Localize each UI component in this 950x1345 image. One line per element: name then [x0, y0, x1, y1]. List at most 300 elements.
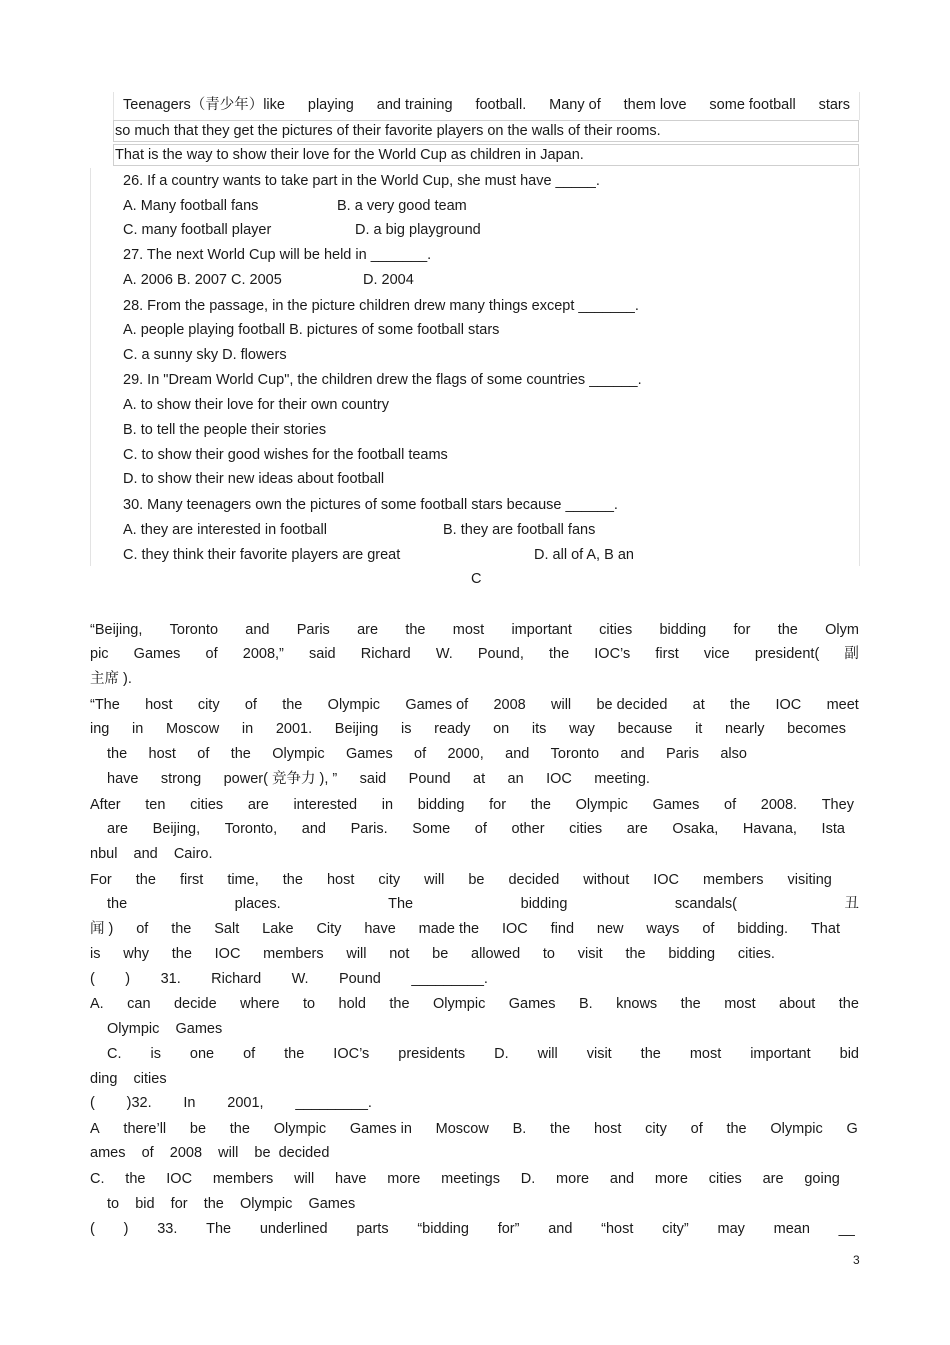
word: Some — [412, 821, 451, 837]
word: Olym — [825, 622, 859, 638]
word: Richard — [211, 971, 262, 987]
passage-b-line: nbul and Cairo. — [90, 846, 213, 862]
question-27: 27. The next World Cup will be held in _______. — [123, 247, 432, 263]
passage-b-line — [90, 696, 859, 714]
word: mean — [773, 1221, 810, 1237]
word: In — [183, 1095, 196, 1111]
word: it — [695, 721, 703, 737]
word: city” — [662, 1221, 689, 1237]
word: cities — [708, 1171, 742, 1187]
option-31-cd — [107, 1045, 859, 1063]
word: city — [197, 697, 220, 713]
word: C. — [107, 1046, 122, 1062]
word: Pound, — [477, 646, 524, 662]
word: without — [583, 872, 630, 888]
word: there’ll — [123, 1121, 167, 1137]
word: ing — [90, 721, 110, 737]
word: more — [387, 1171, 421, 1187]
word: B. — [578, 996, 593, 1012]
word: the — [282, 697, 303, 713]
word: decide — [173, 996, 217, 1012]
word: bidding — [417, 797, 465, 813]
word: “The — [90, 697, 120, 713]
word: said — [309, 646, 336, 662]
word: going — [804, 1171, 840, 1187]
word: C. — [90, 1171, 105, 1187]
word: football. — [475, 97, 527, 113]
word: A. — [90, 996, 104, 1012]
word: A — [90, 1121, 100, 1137]
word: B. — [512, 1121, 527, 1137]
word: will — [424, 872, 445, 888]
word: meetings — [441, 1171, 500, 1187]
option-29-b: B. to tell the people their stories — [123, 422, 327, 438]
word: “host — [601, 1221, 634, 1237]
word: vice — [703, 646, 730, 662]
passage-b-line — [107, 820, 845, 838]
passage-b-line: 主席 ). — [90, 671, 132, 687]
word: IOC — [775, 697, 802, 713]
word: host — [145, 697, 173, 713]
word: the — [125, 1171, 146, 1187]
word: City — [316, 921, 342, 937]
word: ) — [125, 971, 131, 987]
passage-b-line — [90, 796, 854, 814]
option-30-d: D. all of A, B an — [534, 547, 634, 563]
question-33 — [90, 1220, 855, 1238]
word: Olympic — [327, 697, 381, 713]
word: Moscow — [166, 721, 220, 737]
word: most — [452, 622, 485, 638]
word: and — [620, 746, 645, 762]
word: and — [245, 622, 270, 638]
option-30-d-cont: C — [471, 571, 482, 587]
passage-b-line — [90, 945, 775, 963]
word: be — [432, 946, 449, 962]
word: and — [505, 746, 530, 762]
word: 2000, — [447, 746, 484, 762]
word: stars — [818, 97, 850, 113]
word: power( 竞争力 ), ” — [223, 771, 338, 787]
word: Many of — [549, 97, 601, 113]
passage-line-3: That is the way to show their love for the World Cup as children in Japan. — [115, 147, 584, 163]
passage-line-2: so much that they get the pictures of their favorite players on the walls of their rooms. — [115, 123, 661, 139]
word: of — [197, 746, 210, 762]
option-29-a: A. to show their love for their own country — [123, 397, 389, 413]
option-30-b: B. they are football fans — [443, 522, 596, 538]
word: have — [364, 921, 396, 937]
word: decided — [508, 872, 560, 888]
word: places. — [234, 896, 281, 912]
word: Games — [652, 797, 700, 813]
word: 31. — [160, 971, 181, 987]
word: _________. — [295, 1095, 372, 1111]
option-31-ab-cont: Olympic Games — [107, 1021, 223, 1037]
word: for — [489, 797, 507, 813]
word: be — [468, 872, 485, 888]
word: for” — [497, 1221, 520, 1237]
word: of — [136, 921, 149, 937]
word: be — [189, 1121, 207, 1137]
word: ten — [145, 797, 166, 813]
word: knows — [616, 996, 658, 1012]
word: will — [346, 946, 367, 962]
word: bid — [839, 1046, 859, 1062]
word: Richard — [360, 646, 411, 662]
word: __ — [838, 1221, 855, 1237]
word: are — [626, 821, 648, 837]
word: the — [389, 996, 410, 1012]
word: bidding — [520, 896, 568, 912]
question-32 — [90, 1094, 372, 1112]
word: meet — [826, 697, 859, 713]
word: the — [405, 622, 426, 638]
word: scandals( — [674, 896, 737, 912]
word: are — [357, 622, 379, 638]
word: important — [750, 1046, 811, 1062]
word: cities — [569, 821, 603, 837]
table-border — [859, 168, 860, 566]
word: about — [779, 996, 816, 1012]
word: at — [692, 697, 705, 713]
word: Beijing — [334, 721, 379, 737]
word: and training — [376, 97, 453, 113]
passage-b-line — [90, 720, 846, 738]
word: the — [548, 646, 570, 662]
word: Toronto — [550, 746, 600, 762]
word: in — [381, 797, 394, 813]
word: Lake — [262, 921, 294, 937]
option-32-ab — [90, 1120, 858, 1138]
word: D. — [494, 1046, 509, 1062]
word: becomes — [787, 721, 846, 737]
option-27-d: D. 2004 — [363, 272, 414, 288]
word: Olympic — [770, 1121, 823, 1137]
word: of — [702, 921, 715, 937]
word: of — [244, 697, 257, 713]
word: Paris — [665, 746, 699, 762]
word: not — [389, 946, 410, 962]
word: They — [821, 797, 854, 813]
question-28: 28. From the passage, in the picture children drew many things except _______. — [123, 298, 639, 314]
word: the — [282, 872, 303, 888]
word: have — [107, 771, 139, 787]
word: the — [284, 1046, 305, 1062]
question-29: 29. In "Dream World Cup", the children drew the flags of some countries ______. — [123, 372, 642, 388]
word: more — [556, 1171, 590, 1187]
word: W. — [291, 971, 309, 987]
word: why — [123, 946, 150, 962]
word: the — [726, 1121, 747, 1137]
word: Games — [133, 646, 181, 662]
word: After — [90, 797, 121, 813]
word: time, — [227, 872, 259, 888]
word: and — [609, 1171, 635, 1187]
word: 2008,” — [242, 646, 284, 662]
word: the — [550, 1121, 571, 1137]
word: “bidding — [417, 1221, 469, 1237]
word: ) — [123, 1221, 129, 1237]
word: is — [401, 721, 412, 737]
word: cities. — [737, 946, 775, 962]
word: the — [230, 746, 251, 762]
question-30: 30. Many teenagers own the pictures of some football stars because ______. — [123, 497, 618, 513]
option-26-c: C. many football player — [123, 222, 272, 238]
word: to — [542, 946, 555, 962]
option-31-ab — [90, 995, 859, 1013]
word: more — [654, 1171, 688, 1187]
option-26-b: B. a very good team — [337, 198, 467, 214]
word: meeting. — [594, 771, 650, 787]
question-31 — [90, 970, 488, 988]
word: playing — [307, 97, 354, 113]
word: way — [569, 721, 595, 737]
word: 2001. — [275, 721, 313, 737]
word: the — [107, 746, 128, 762]
word: of — [690, 1121, 703, 1137]
word: 2001, — [227, 1095, 264, 1111]
word: of — [724, 797, 737, 813]
word: visit — [577, 946, 603, 962]
word: cities — [599, 622, 633, 638]
word: The — [206, 1221, 232, 1237]
option-27-abc: A. 2006 B. 2007 C. 2005 — [123, 272, 282, 288]
passage-b-line — [90, 920, 840, 938]
word: of — [205, 646, 218, 662]
word: other — [511, 821, 545, 837]
word: IOC’s — [333, 1046, 370, 1062]
word: ( — [90, 1221, 95, 1237]
word: visit — [586, 1046, 612, 1062]
word: of — [243, 1046, 256, 1062]
word: Olympic — [273, 1121, 327, 1137]
word: )32. — [126, 1095, 152, 1111]
word: on — [493, 721, 510, 737]
word: its — [531, 721, 547, 737]
word: Osaka, — [672, 821, 719, 837]
option-26-d: D. a big playground — [355, 222, 481, 238]
word: 副 — [844, 646, 859, 662]
word: presidents — [398, 1046, 466, 1062]
word: ( — [90, 971, 95, 987]
word: the — [838, 996, 859, 1012]
word: Pound — [338, 971, 381, 987]
word: where — [240, 996, 280, 1012]
word: have — [335, 1171, 367, 1187]
word: Paris — [296, 622, 330, 638]
word: made the — [418, 921, 480, 937]
word: Havana, — [742, 821, 797, 837]
word: W. — [435, 646, 453, 662]
word: members — [263, 946, 324, 962]
word: IOC — [653, 872, 680, 888]
word: because — [617, 721, 673, 737]
table-border — [90, 168, 91, 566]
word: the — [640, 1046, 661, 1062]
word: of — [474, 821, 487, 837]
word: for — [733, 622, 751, 638]
word: city — [378, 872, 401, 888]
table-border — [113, 92, 114, 120]
word: the — [777, 622, 798, 638]
passage-b-line — [90, 621, 859, 639]
option-28-ab: A. people playing football B. pictures of some football stars — [123, 322, 500, 338]
option-26-a: A. Many football fans — [123, 198, 259, 214]
word: Beijing, — [152, 821, 201, 837]
word: ready — [434, 721, 471, 737]
word: the — [730, 697, 751, 713]
word: also — [720, 746, 747, 762]
word: is — [90, 946, 101, 962]
word: most — [689, 1046, 722, 1062]
word: pic — [90, 646, 109, 662]
word: the — [530, 797, 551, 813]
word: are — [247, 797, 269, 813]
word: strong — [160, 771, 202, 787]
word: members — [212, 1171, 274, 1187]
word: an — [507, 771, 524, 787]
passage-b-line — [107, 745, 747, 763]
passage-b-line — [90, 871, 832, 889]
option-29-d: D. to show their new ideas about football — [123, 471, 385, 487]
option-30-a: A. they are interested in football — [123, 522, 327, 538]
option-31-cd-cont: ding cities — [90, 1071, 167, 1087]
option-29-c: C. to show their good wishes for the football teams — [123, 447, 448, 463]
word: members — [703, 872, 764, 888]
word: IOC — [546, 771, 572, 787]
word: 33. — [157, 1221, 178, 1237]
word: bidding. — [737, 921, 789, 937]
word: bidding — [659, 622, 707, 638]
word: 2008 — [493, 697, 526, 713]
word: ( — [90, 1095, 95, 1111]
word: “Beijing, — [90, 622, 143, 638]
word: visiting — [787, 872, 832, 888]
word: For — [90, 872, 112, 888]
word: nearly — [724, 721, 765, 737]
word: the — [229, 1121, 250, 1137]
option-32-cd — [90, 1170, 840, 1188]
word: to — [303, 996, 316, 1012]
word: Olympic — [575, 797, 628, 813]
word: the — [135, 872, 156, 888]
passage-b-line — [107, 895, 859, 913]
word: Games of — [405, 697, 469, 713]
word: Teenagers（青少年）like — [123, 97, 285, 113]
table-border — [859, 92, 860, 120]
word: the — [171, 921, 192, 937]
word: IOC — [501, 921, 528, 937]
word: one — [189, 1046, 215, 1062]
word: IOC — [166, 1171, 193, 1187]
word: hold — [338, 996, 366, 1012]
word: Games — [345, 746, 393, 762]
word: 丑 — [844, 896, 859, 912]
word: can — [127, 996, 151, 1012]
word: the — [680, 996, 701, 1012]
word: are — [762, 1171, 784, 1187]
word: most — [724, 996, 756, 1012]
word: new — [596, 921, 624, 937]
word: and — [548, 1221, 573, 1237]
word: host — [148, 746, 176, 762]
word: Toronto — [169, 622, 219, 638]
passage-b-line — [90, 645, 859, 663]
word: Toronto, — [224, 821, 278, 837]
passage-b-line — [107, 770, 650, 788]
word: is — [150, 1046, 161, 1062]
word: Olympic — [432, 996, 486, 1012]
page-number: 3 — [853, 1253, 860, 1267]
word: important — [511, 622, 572, 638]
word: host — [326, 872, 355, 888]
word: host — [593, 1121, 622, 1137]
word: interested — [293, 797, 358, 813]
option-28-cd: C. a sunny sky D. flowers — [123, 347, 287, 363]
word: at — [473, 771, 486, 787]
word: first — [655, 646, 679, 662]
word: are — [107, 821, 128, 837]
word: be decided — [596, 697, 668, 713]
passage-line-1 — [123, 96, 850, 114]
word: D. — [520, 1171, 536, 1187]
word: will — [294, 1171, 315, 1187]
word: first — [179, 872, 204, 888]
word: in — [241, 721, 254, 737]
word: them love — [623, 97, 687, 113]
word: may — [717, 1221, 745, 1237]
word: Moscow — [435, 1121, 489, 1137]
word: of — [414, 746, 427, 762]
word: and — [301, 821, 326, 837]
word: Pound — [408, 771, 451, 787]
word: president( — [754, 646, 820, 662]
word: Olympic — [272, 746, 325, 762]
word: IOC — [214, 946, 241, 962]
word: 2008. — [760, 797, 798, 813]
word: The — [388, 896, 414, 912]
word: Ista — [821, 821, 845, 837]
word: parts — [356, 1221, 389, 1237]
word: some football — [709, 97, 796, 113]
word: G — [846, 1121, 858, 1137]
word: underlined — [259, 1221, 328, 1237]
word: ways — [646, 921, 680, 937]
option-32-ab-cont: ames of 2008 will be decided — [90, 1145, 330, 1161]
word: Paris. — [350, 821, 388, 837]
word: allowed — [471, 946, 521, 962]
word: That — [810, 921, 840, 937]
word: Games — [508, 996, 556, 1012]
option-32-cd-cont: to bid for the Olympic Games — [107, 1196, 356, 1212]
word: find — [550, 921, 575, 937]
question-26: 26. If a country wants to take part in the World Cup, she must have _____. — [123, 173, 600, 189]
word: the — [171, 946, 192, 962]
word: bidding — [668, 946, 716, 962]
word: in — [132, 721, 144, 737]
word: Games in — [349, 1121, 412, 1137]
word: _________. — [411, 971, 488, 987]
word: will — [537, 1046, 558, 1062]
word: the — [107, 896, 128, 912]
word: 闻 ) — [90, 921, 114, 937]
word: Salt — [214, 921, 240, 937]
word: the — [625, 946, 646, 962]
word: city — [645, 1121, 667, 1137]
word: IOC’s — [594, 646, 631, 662]
word: will — [551, 697, 572, 713]
option-30-c: C. they think their favorite players are great — [123, 547, 401, 563]
